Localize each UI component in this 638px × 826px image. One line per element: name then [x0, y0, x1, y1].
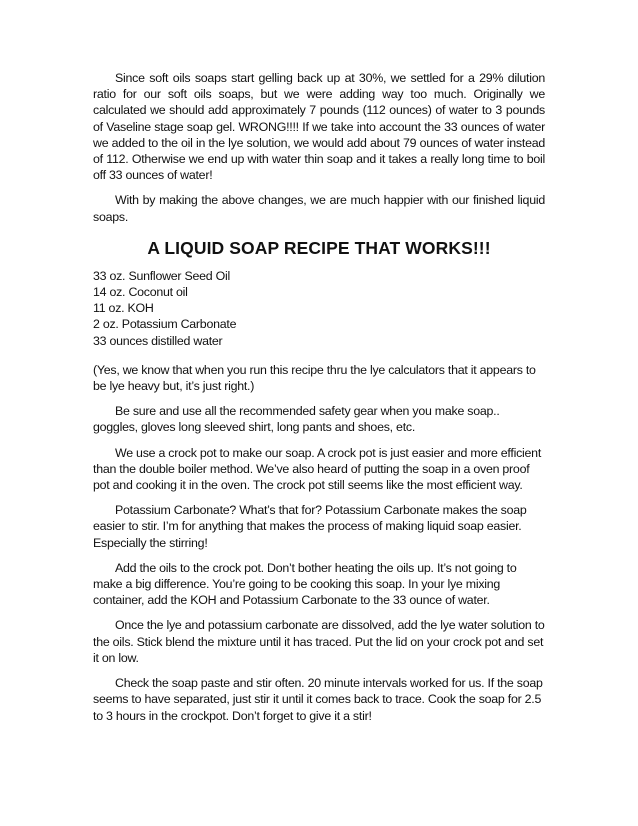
ingredient-list	[93, 268, 545, 349]
lye-calculator-note: (Yes, we know that when you run this recipe thru the lye calculators that it appears to be lye heavy but, it’s just right.)	[93, 362, 536, 394]
ingredient-item: 14 oz. Coconut oil	[93, 285, 188, 300]
instruction-crock-pot: We use a crock pot to make our soap. A crock pot is just easier and more efficient than the double boiler method. We’ve also heard of putting the soap in a oven proof pot and cooking it in the oven. The crock pot still seems like the most efficient way.	[93, 445, 542, 493]
intro-paragraph-changes: With by making the above changes, we are much happier with our finished liquid soaps.	[93, 193, 545, 224]
ingredient-item: 33 oz. Sunflower Seed Oil	[93, 268, 231, 283]
ingredient-item: 33 ounces distilled water	[93, 333, 223, 348]
instruction-potassium-carbonate: Potassium Carbonate? What’s that for? Potassium Carbonate makes the soap easier to stir. I’m for anything that makes the process of making liquid soap easier. Especially the stirring!	[93, 503, 527, 550]
ingredient-item: 2 oz. Potassium Carbonate	[93, 317, 237, 332]
recipe-heading: A LIQUID SOAP RECIPE THAT WORKS!!!	[147, 237, 491, 258]
instruction-safety: Be sure and use all the recommended safety gear when you make soap.. goggles, gloves long sleeved shirt, long pants and shoes, etc.	[93, 404, 500, 435]
instruction-add-oils: Add the oils to the crock pot. Don’t bother heating the oils up. It’s not going to make a big difference. You’re going to be cooking this soap. In your lye mixing container, add the KOH and Potassium Carbonate to the 33 ounce of water.	[93, 560, 517, 608]
ingredient-item: 11 oz. KOH	[93, 301, 154, 316]
intro-paragraph-dilution: Since soft oils soaps start gelling back up at 30%, we settled for a 29% dilution ratio for our soft oils soaps, but we were adding way too much. Originally we calculated we should add approximately 7 pounds (112 ounces) of water to 3 pounds of Vaseline stage soap gel. WRONG!!!! If we take into account the 33 ounces of water we added to the oil in the lye solution, we would add about 79 ounces of water instead of 112. Otherwise we end up with water thin soap and it takes a really long time to boil off 33 ounces of water!	[93, 71, 545, 183]
document-page	[93, 70, 545, 733]
instruction-blend: Once the lye and potassium carbonate are dissolved, add the lye water solution to the oils. Stick blend the mixture until it has traced. Put the lid on your crock pot and set it on low.	[93, 618, 545, 665]
instruction-cook: Check the soap paste and stir often. 20 minute intervals worked for us. If the soap seems to have separated, just stir it until it comes back to trace. Cook the soap for 2.5 to 3 hours in the crockpot. Don’t forget to give it a stir!	[93, 676, 543, 723]
